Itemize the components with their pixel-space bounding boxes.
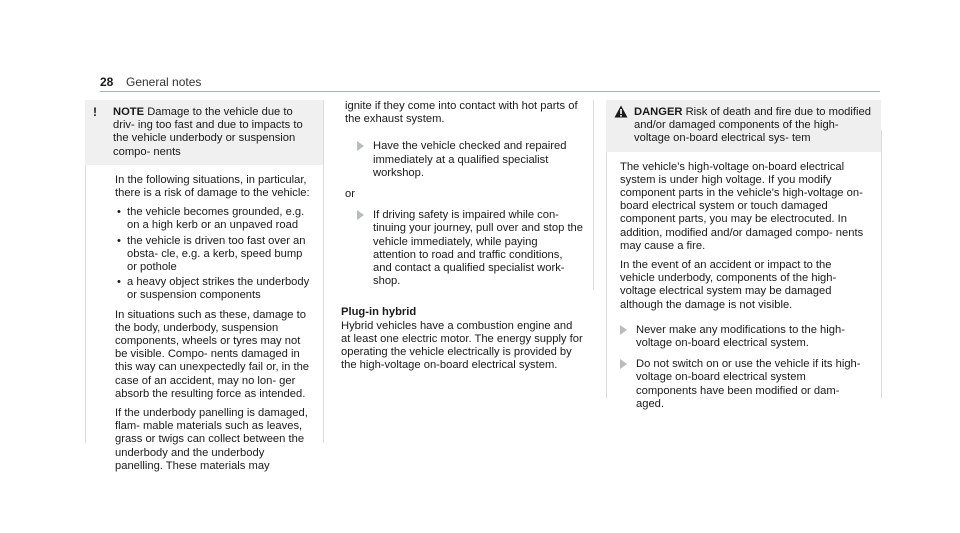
- action-step: [620, 358, 869, 411]
- list-item: • the vehicle is driven too fast over an obsta- cle, e.g. a kerb, speed bump or pothole: [115, 235, 311, 275]
- warning-icon: [614, 105, 628, 118]
- column-2: [323, 100, 593, 378]
- list-item: • the vehicle becomes grounded, e.g. on a high kerb or an unpaved road: [115, 206, 311, 232]
- exclamation-icon: !: [93, 105, 97, 119]
- action-text: Do not switch on or use the vehicle if its high-voltage on-board electrical system components have been modified or dam- aged.: [636, 358, 861, 410]
- action-text: Never make any modifications to the high-voltage on-board electrical system.: [636, 323, 845, 350]
- paragraph: In the event of an accident or impact to the vehicle underbody, components of the high- voltage electrical system may be damaged although the damage is not visible.: [620, 259, 837, 311]
- note-box: [85, 100, 323, 165]
- arrow-right-icon: [357, 141, 364, 151]
- section-heading: Plug-in hybrid: [341, 306, 417, 319]
- arrow-right-icon: [620, 325, 627, 335]
- column-divider: [881, 130, 882, 398]
- column-1: [85, 100, 323, 479]
- arrow-right-icon: [620, 359, 627, 369]
- or-text: or: [345, 188, 355, 201]
- paragraph: In situations such as these, damage to the body, underbody, suspension components, wheels or tyres may not be visible. Compo- nents damaged in this way can unexpectedly fail or, in the case of an accident, may no lon- ger absorb the resulting force as intended.: [115, 308, 310, 400]
- danger-label: DANGER: [634, 106, 683, 118]
- risk-list: [115, 206, 311, 302]
- paragraph: If the underbody panelling is damaged, flam- mable materials such as leaves, grass or twigs can collect between the underbody and the underbody panelling. These materials may: [115, 407, 308, 472]
- paragraph: Hybrid vehicles have a combustion engine and at least one electric motor. The energy supply for operating the vehicle electrically is provided by the high-voltage on-board electrical system.: [341, 319, 583, 372]
- action-step: [345, 209, 583, 288]
- danger-text: Risk of death and fire due to modified and/or damaged components of the high-voltage on-board electrical sys- tem: [634, 106, 871, 145]
- section-title: General notes: [126, 75, 202, 89]
- paragraph: The vehicle's high-voltage on-board electrical system is under high voltage. If you modify component parts in the vehicle's high-voltage on-board electrical system or touch damaged component parts, you may be electrocuted. In addition, modified and/or damaged compo- nents may cause a fire.: [620, 160, 864, 252]
- note-text: Damage to the vehicle due to driv- ing too fast and due to impacts to the vehicle underbody or suspension compo- nents: [113, 106, 303, 158]
- action-step: [620, 324, 869, 350]
- danger-box: [606, 100, 881, 152]
- list-item: • a heavy object strikes the underbody or suspension components: [115, 276, 311, 302]
- action-text: If driving safety is impaired while con- tinuing your journey, pull over and stop the vehicle immediately, while paying attention to road and traffic conditions, and contact a qualified specialist work- shop.: [373, 209, 583, 288]
- column-divider: [593, 100, 594, 290]
- column-3: [606, 100, 881, 419]
- action-step: [345, 140, 583, 180]
- page-header: [100, 76, 880, 92]
- header-divider: [100, 91, 880, 92]
- page-number: 28: [100, 75, 114, 89]
- note-body: [85, 165, 323, 473]
- intro-text: In the following situations, in particular, there is a risk of damage to the vehicle:: [115, 173, 310, 200]
- arrow-right-icon: [357, 210, 364, 220]
- note-label: NOTE: [113, 106, 145, 118]
- action-text: Have the vehicle checked and repaired immediately at a qualified specialist workshop.: [373, 140, 567, 179]
- danger-body: [606, 152, 881, 411]
- paragraph: ignite if they come into contact with hot parts of the exhaust system.: [345, 100, 578, 126]
